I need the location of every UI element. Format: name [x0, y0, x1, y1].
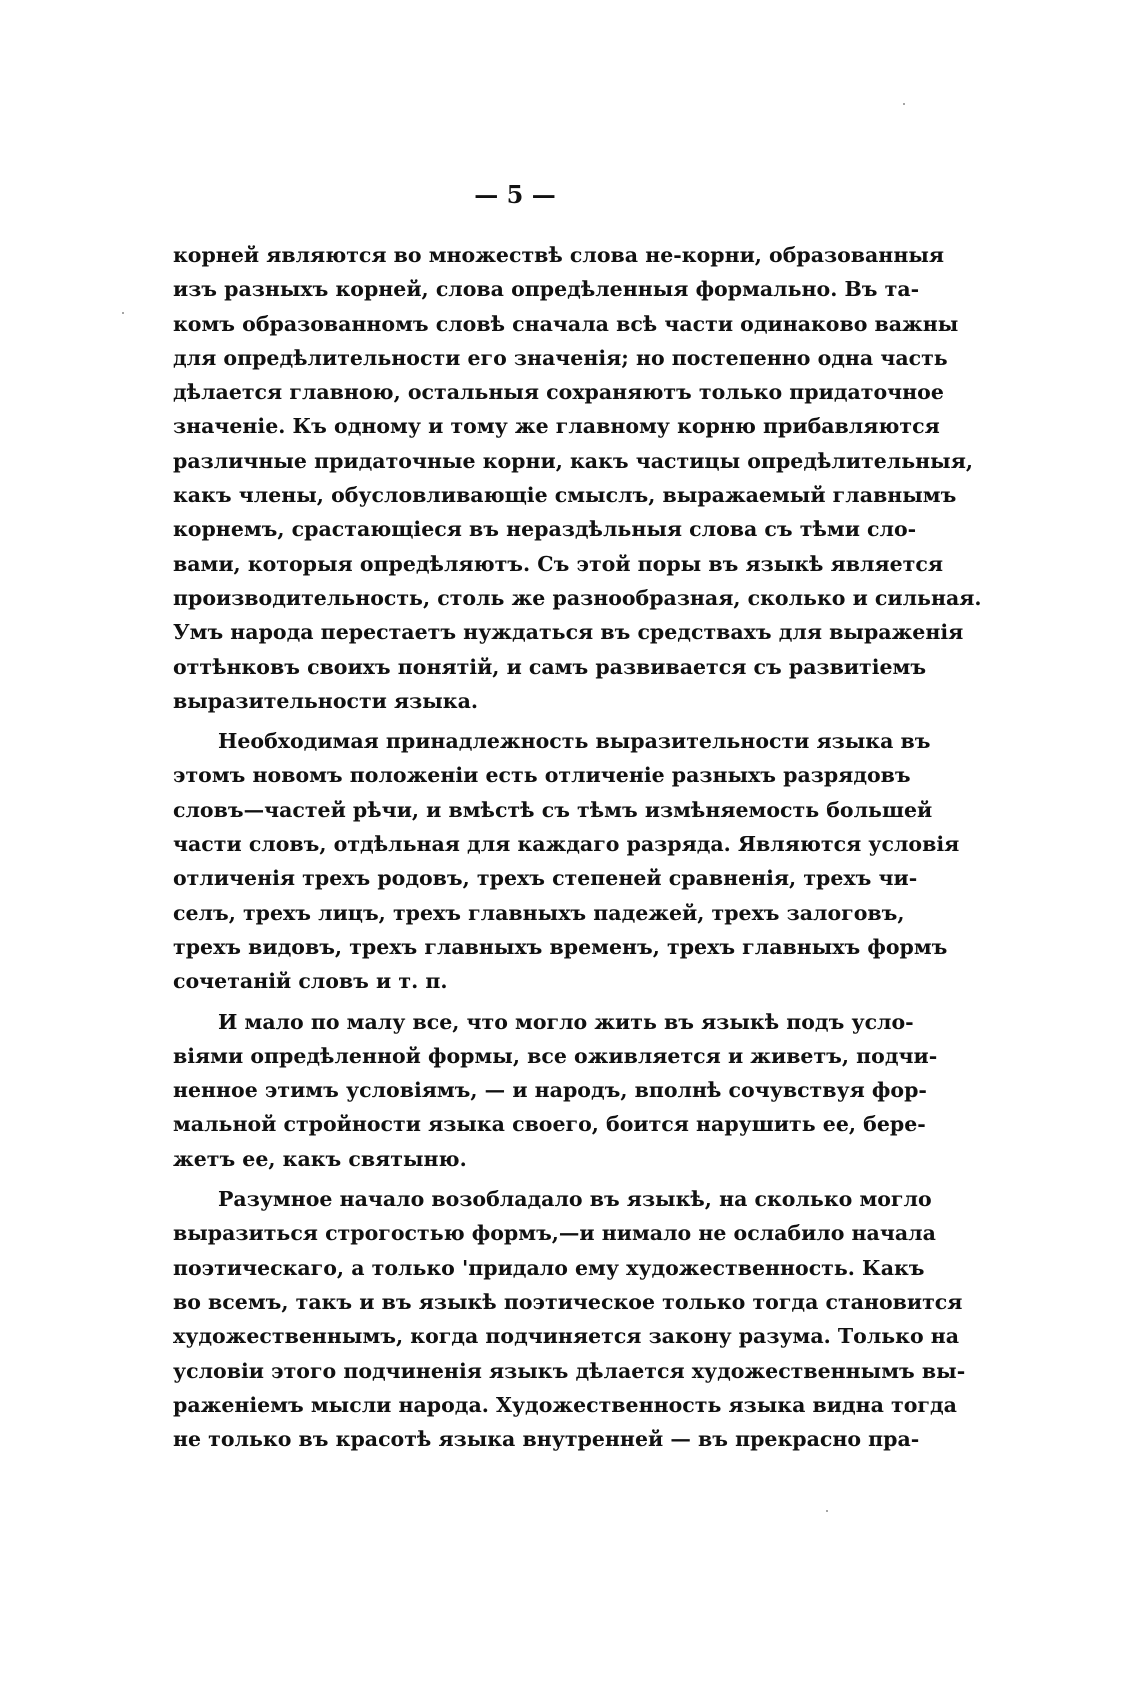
text-line: части словъ, отдѣльная для каждаго разряда. Являются условія — [173, 832, 960, 857]
text-line: этомъ новомъ положеніи есть отличеніе разныхъ разрядовъ — [173, 763, 911, 788]
text-line: віями опредѣленной формы, все оживляется и живетъ, подчи- — [173, 1043, 938, 1068]
text-line: раженіемъ мысли народа. Художественность языка видна тогда — [173, 1392, 957, 1417]
text-line: корней являются во множествѣ слова не-корни, образованныя — [173, 243, 945, 267]
text-line: изъ разныхъ корней, слова опредѣленныя формально. Въ та- — [173, 277, 920, 302]
print-speck — [903, 103, 905, 105]
text-line: ненное этимъ условіямъ, — и народъ, вполнѣ сочувствуя фор- — [173, 1078, 927, 1103]
paragraph — [173, 238, 982, 718]
text-line: выразительности языка. — [173, 688, 479, 713]
text-line: какъ члены, обусловливающіе смыслъ, выражаемый главнымъ — [173, 483, 957, 508]
text-line: трехъ видовъ, трехъ главныхъ временъ, трехъ главныхъ формъ — [173, 934, 948, 959]
text-line: значеніе. Къ одному и тому же главному корню прибавляются — [173, 414, 940, 439]
text-line: для опредѣлительности его значенія; но постепенно одна часть — [173, 345, 948, 370]
text-line: различные придаточные корни, какъ частицы опредѣлительныя, — [173, 448, 974, 473]
text-line: Умъ народа перестаетъ нуждаться въ средствахъ для выраженія — [173, 620, 964, 645]
text-line: выразиться строгостью формъ,—и нимало не ослабило начала — [173, 1221, 936, 1246]
text-line: не только въ красотѣ языка внутренней — въ прекрасно пра- — [173, 1427, 920, 1452]
text-line: Необходимая принадлежность выразительности языка въ — [218, 729, 931, 754]
paragraph — [173, 1182, 966, 1456]
text-line: оттѣнковъ своихъ понятій, и самъ развивается съ развитіемъ — [173, 654, 927, 679]
text-line: селъ, трехъ лицъ, трехъ главныхъ падежей, трехъ залоговъ, — [173, 900, 905, 925]
text-line: корнемъ, срастающіеся въ нераздѣльныя слова съ тѣми сло- — [173, 517, 917, 542]
text-line: производительность, столь же разнообразная, сколько и сильная. — [173, 585, 982, 610]
print-speck — [122, 312, 124, 314]
text-line: вами, которыя опредѣляютъ. Съ этой поры въ языкѣ является — [173, 551, 943, 576]
text-line: художественнымъ, когда подчиняется закону разума. Только на — [173, 1324, 960, 1349]
text-line: словъ—частей рѣчи, и вмѣстѣ съ тѣмъ измѣняемость большей — [173, 797, 933, 822]
text-line: условіи этого подчиненія языкъ дѣлается художественнымъ вы- — [173, 1358, 966, 1383]
text-line: сочетаній словъ и т. п. — [173, 969, 448, 994]
text-line: жетъ ее, какъ святыню. — [173, 1146, 467, 1171]
print-speck — [826, 1510, 828, 1512]
text-line: Разумное начало возобладало въ языкѣ, на сколько могло — [218, 1187, 932, 1212]
page-number: — 5 — — [474, 180, 556, 209]
text-line: И мало по малу все, что могло жить въ языкѣ подъ усло- — [218, 1009, 914, 1034]
paragraph — [173, 1005, 938, 1176]
body-text — [173, 238, 982, 1462]
text-line: мальной стройности языка своего, боится нарушить ее, бере- — [173, 1112, 926, 1137]
text-line: комъ образованномъ словѣ сначала всѣ части одинаково важны — [173, 311, 959, 336]
text-line: отличенія трехъ родовъ, трехъ степеней сравненія, трехъ чи- — [173, 866, 918, 891]
paragraph — [173, 724, 960, 998]
text-line: поэтическаго, а только 'придало ему художественность. Какъ — [173, 1255, 925, 1280]
text-line: во всемъ, такъ и въ языкѣ поэтическое только тогда становится — [173, 1289, 963, 1314]
text-line: дѣлается главною, остальныя сохраняютъ только придаточное — [173, 380, 944, 405]
